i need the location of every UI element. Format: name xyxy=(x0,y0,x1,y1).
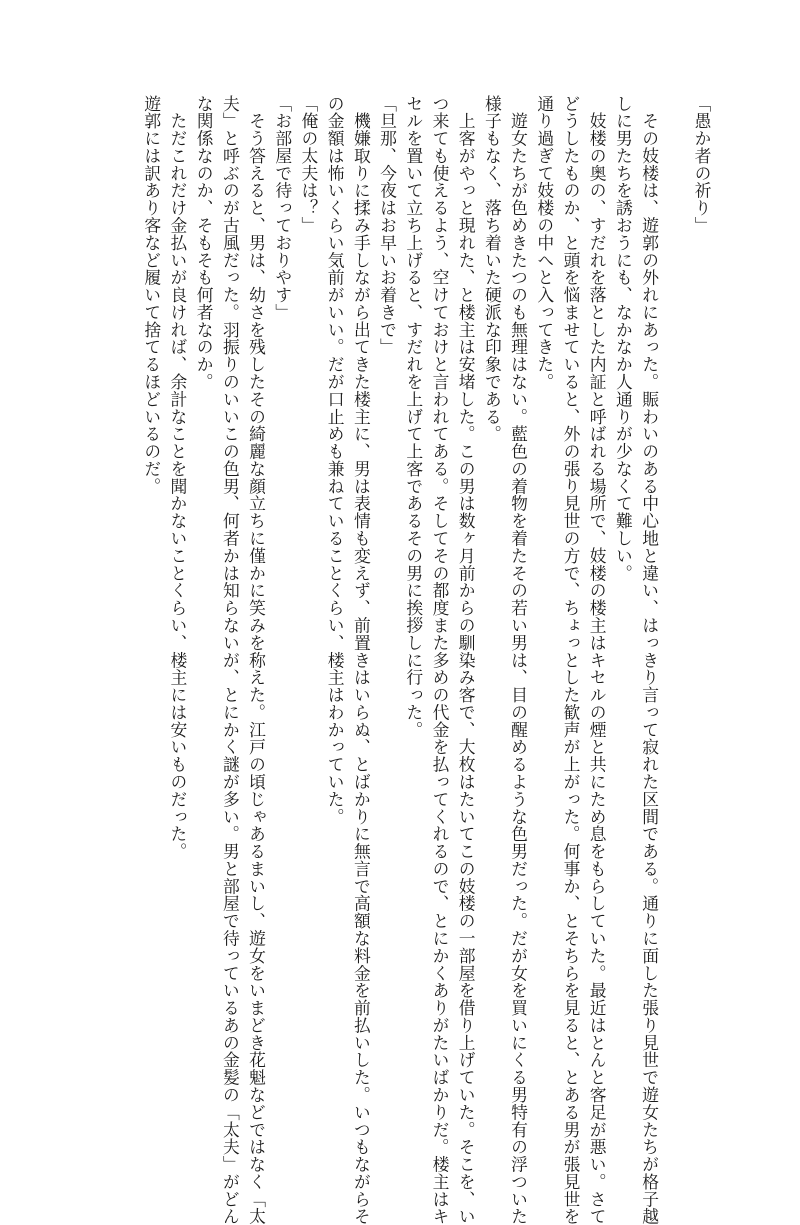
text-line: 遊女たちが色めきたつのも無理はない。藍色の着物を着たその若い男は、目の醒めるような色男だった。だが女を買いにくる男特有の浮ついた xyxy=(508,95,529,1225)
text-line: な関係なのか、そもそも何者なのか。 xyxy=(194,95,215,391)
text-line: しに男たちを誘おうにも、なかなか人通りが少なくて難しい。 xyxy=(613,95,634,582)
text-line: セルを置いて立ち上げると、すだれを上げて上客であるその男に挨拶しに行った。 xyxy=(403,95,424,739)
text-line: そう答えると、男は、幼さを残したその綺麗な顔立ちに僅かに笑みを称えた。江戸の頃じゃあるまいし、遊女をいまどき花魁などではなく「太 xyxy=(246,95,267,1225)
text-line: ただこれだけ金払いが良ければ、余計なことを聞かないことくらい、楼主には安いものだった。 xyxy=(167,95,188,861)
text-line: 機嫌取りに揉み手しながら出てきた楼主に、男は表情も変えず、前置きはいらぬ、とばかりに無言で高額な料金を前払いした。いつもながらそ xyxy=(351,95,372,1225)
dialogue-line: 「俺の太夫は？」 xyxy=(298,95,319,235)
blank-line xyxy=(663,95,689,1055)
text-line: 遊郭には訳あり客など履いて捨てるほどいるのだ。 xyxy=(141,95,162,495)
text-line: つ来ても使えるよう、空けておけと言われてある。そしてその都度また多めの代金を払ってくれるので、とにかくありがたいばかりだ。楼主はキ xyxy=(429,95,450,1225)
text-line: 夫」と呼ぶのが古風だった。羽振りのいいこの色男、何者かは知らないが、とにかく謎が多い。男と部屋で待っているあの金髪の「太夫」がどん xyxy=(220,95,241,1225)
text-line: どうしたものか、と頭を悩ませていると、外の張り見世の方で、ちょっとした歓声が上がった。何事か、とそちらを見ると、とある男が張見世を xyxy=(560,95,581,1225)
text-line: 通り過ぎて妓楼の中へと入ってきた。 xyxy=(534,95,555,391)
document-title: 「愚か者の祈り」 xyxy=(692,95,712,235)
dialogue-line: 「お部屋で待っておりやす」 xyxy=(272,95,293,322)
text-line: その妓楼は、遊郭の外れにあった。賑わいのある中心地と違い、はっきり言って寂れた区間である。通りに面した張り見世で遊女たちが格子越 xyxy=(639,95,660,1225)
text-line: 様子もなく、落ち着いた硬派な印象である。 xyxy=(482,95,503,443)
text-line: 妓楼の奥の、すだれを落とした内証と呼ばれる場所で、妓楼の楼主はキセルの煙と共にため息をもらしていた。最近はとんと客足が悪い。さて xyxy=(587,95,608,1225)
vertical-text-body xyxy=(75,95,715,1225)
text-line: の金額は怖いくらい気前がいい。だが口止めも兼ねていることくらい、楼主はわかっていた。 xyxy=(325,95,346,826)
dialogue-line: 「旦那、今夜はお早いお着きで」 xyxy=(377,95,398,356)
text-line: 上客がやっと現れた、と楼主は安堵した。この男は数ヶ月前からの馴染み客で、大枚はたいてこの妓楼の一部屋を借り上げていた。そこを、い xyxy=(456,95,477,1225)
